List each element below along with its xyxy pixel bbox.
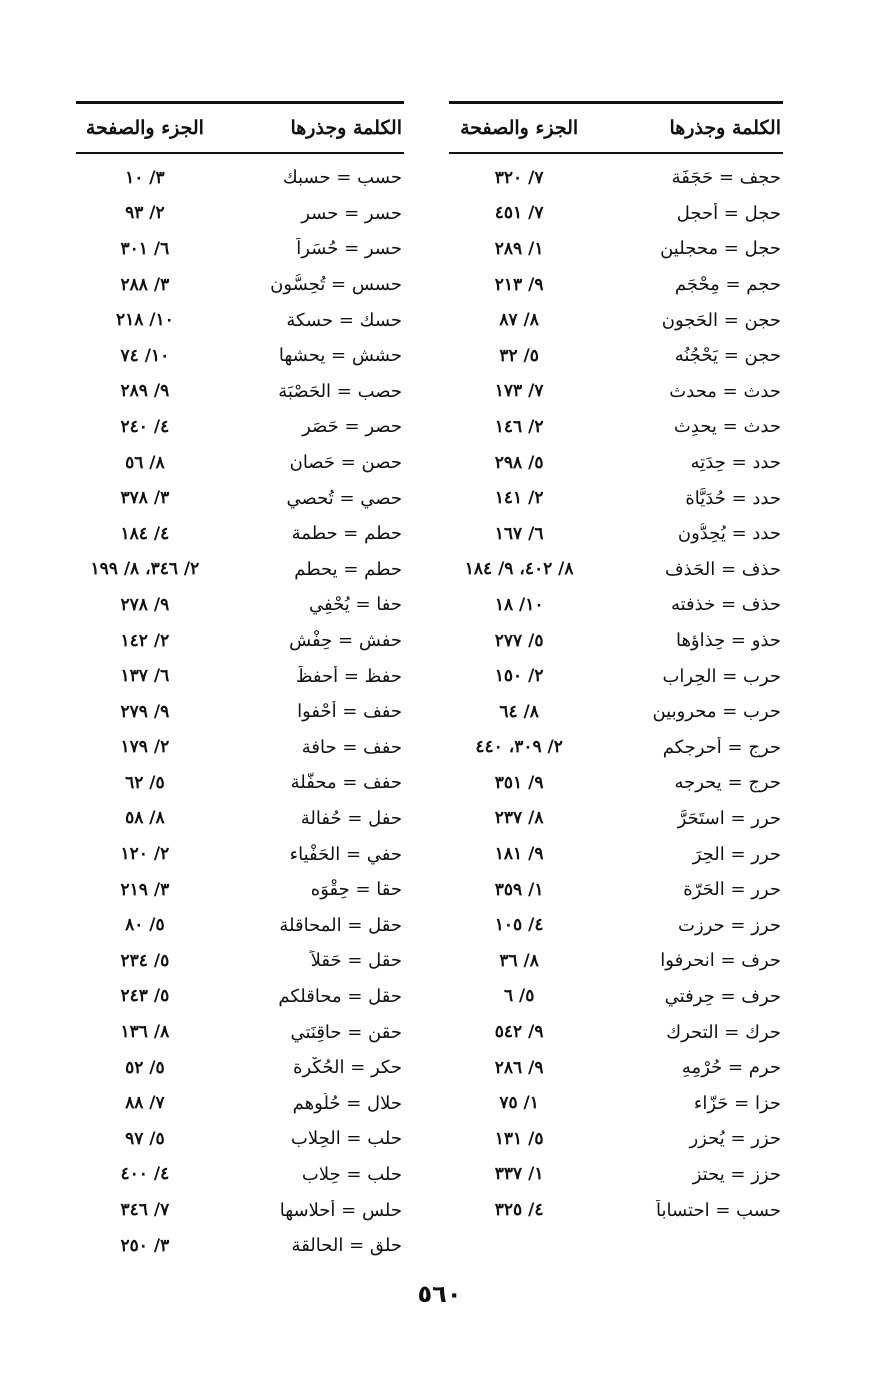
entry-ref: ٣/ ٢٨٨ [120, 274, 170, 295]
entry-word: حفا = يُحْفِي [309, 594, 402, 616]
entry-ref: ٣/ ٣٧٨ [120, 488, 170, 509]
entry-word: حسس = تُحِسُّون [270, 274, 402, 296]
entry-word: حرم = حُرْمِهِ [681, 1057, 781, 1079]
index-column-left [76, 101, 404, 1263]
table-row [449, 694, 783, 730]
entry-ref: ٩/ ٢٧٩ [120, 701, 170, 722]
table-row [449, 302, 783, 338]
table-row [76, 302, 404, 338]
table-row [76, 267, 404, 303]
entry-word: حرر = الحَرّة [683, 879, 781, 901]
entry-ref: ٢/ ١٤١ [494, 488, 544, 509]
entry-ref: ٨/ ٥٦ [125, 452, 165, 473]
table-row [449, 552, 783, 588]
entry-word: حقا = حِقْوَه [310, 879, 402, 901]
entry-ref: ١٠/ ١٨ [494, 594, 544, 615]
entry-word: حفظ = أحفظَ [295, 665, 402, 687]
table-row [76, 196, 404, 232]
entry-ref: ٩/ ٢٨٦ [494, 1057, 544, 1078]
table-row [76, 1228, 404, 1264]
entry-word: حسب = حسبك [282, 167, 402, 189]
entry-word: حفل = حُفالة [300, 807, 402, 829]
table-row [76, 1192, 404, 1228]
table-row [76, 587, 404, 623]
index-rows [449, 154, 783, 1228]
table-row [449, 587, 783, 623]
table-row [76, 658, 404, 694]
entry-ref: ٩/ ٥٤٢ [494, 1022, 544, 1043]
entry-ref: ٢/ ٣٠٩، ٤٤٠ [475, 737, 563, 758]
entry-word: حكر = الحُكْرة [293, 1057, 402, 1079]
entry-word: حجم = مِحْجَم [674, 274, 781, 296]
entry-word: حرج = يحرجه [674, 772, 781, 794]
table-row [449, 1157, 783, 1193]
entry-ref: ٥/ ٨٠ [125, 915, 165, 936]
entry-ref: ٣/ ٢٥٠ [120, 1235, 170, 1256]
table-row [449, 409, 783, 445]
table-row [449, 338, 783, 374]
table-row [449, 943, 783, 979]
entry-word: حفف = محفَّلة [290, 772, 402, 794]
entry-ref: ٨/ ٢٣٧ [494, 808, 544, 829]
entry-ref: ٢/ ٩٣ [125, 203, 165, 224]
column-header [449, 104, 783, 154]
table-row [76, 516, 404, 552]
entry-word: حفي = الحَفْياء [289, 843, 402, 865]
entry-ref: ٨/ ٦٤ [499, 701, 539, 722]
entry-ref: ٩/ ٢١٣ [494, 274, 544, 295]
entry-ref: ٤/ ٣٢٥ [494, 1200, 544, 1221]
entry-word: حفش = حِفْش [289, 630, 402, 652]
entry-ref: ١/ ٣٣٧ [494, 1164, 544, 1185]
entry-word: حفف = حافة [301, 736, 402, 758]
entry-ref: ٩/ ٢٧٨ [120, 594, 170, 615]
entry-word: حلال = حُلُوهم [292, 1092, 402, 1114]
entry-ref: ٦/ ١٣٧ [120, 666, 170, 687]
entry-word: حذف = الحَذف [665, 558, 781, 580]
table-row [449, 836, 783, 872]
table-row [449, 267, 783, 303]
column-header [76, 104, 404, 154]
header-ref: الجزء والصفحة [85, 117, 204, 139]
entry-ref: ٢/ ١٤٢ [120, 630, 170, 651]
entry-word: حذو = حِذاؤها [675, 630, 781, 652]
entry-word: حجل = أحجل [676, 202, 781, 224]
entry-ref: ٥/ ٥٢ [125, 1057, 165, 1078]
table-row [76, 694, 404, 730]
table-row [449, 374, 783, 410]
entry-ref: ٥/ ٢٣٤ [120, 950, 170, 971]
table-row [449, 979, 783, 1015]
entry-ref: ٨/ ٥٨ [125, 808, 165, 829]
table-row [76, 231, 404, 267]
entry-word: حدد = حِدَتِه [690, 452, 781, 474]
entry-ref: ٦/ ٣٠١ [120, 238, 170, 259]
table-row [449, 907, 783, 943]
table-row [76, 872, 404, 908]
entry-word: حرر = استَحَرَّ [677, 807, 781, 829]
entry-word: حسر = حُسَراً [296, 238, 402, 260]
table-row [449, 1085, 783, 1121]
table-row [449, 1192, 783, 1228]
table-row [76, 907, 404, 943]
table-row [76, 1085, 404, 1121]
entry-ref: ٨/ ٣٦ [499, 950, 539, 971]
index-rows [76, 154, 404, 1263]
table-row [449, 480, 783, 516]
table-row [449, 231, 783, 267]
table-row [449, 765, 783, 801]
table-row [76, 765, 404, 801]
table-row [76, 730, 404, 766]
entry-word: حطم = حطمة [291, 523, 402, 545]
entry-word: حقن = حاقِنَتي [290, 1021, 402, 1043]
table-row [449, 1014, 783, 1050]
entry-ref: ٥/ ٣٢ [499, 345, 539, 366]
entry-ref: ٤/ ٤٠٠ [120, 1164, 170, 1185]
header-word: الكلمة وجذرها [669, 117, 781, 139]
entry-ref: ٩/ ٢٨٩ [120, 381, 170, 402]
entry-word: حلس = أحلاسها [279, 1199, 402, 1221]
entry-word: حجف = حَجَفَة [671, 167, 781, 189]
entry-ref: ٤/ ٢٤٠ [120, 416, 170, 437]
entry-word: حزر = يُحزر [689, 1128, 781, 1150]
table-row [76, 943, 404, 979]
entry-ref: ٥/ ٢٤٣ [120, 986, 170, 1007]
table-row [76, 1121, 404, 1157]
index-column-right [449, 101, 783, 1228]
header-ref: الجزء والصفحة [460, 117, 579, 139]
entry-word: حدد = حُدَيَّاة [685, 487, 781, 509]
table-row [76, 480, 404, 516]
entry-word: حزا = حَزّاء [693, 1092, 781, 1114]
entry-ref: ٥/ ١٣١ [494, 1128, 544, 1149]
entry-ref: ٧/ ٣٢٠ [494, 167, 544, 188]
entry-ref: ٢/ ٣٤٦، ٨/ ١٩٩ [90, 559, 200, 580]
entry-ref: ٩/ ٣٥١ [494, 772, 544, 793]
entry-word: حرر = الحِرَ [692, 843, 781, 865]
entry-word: حشش = يحشها [278, 345, 402, 367]
entry-ref: ٨/ ١٣٦ [120, 1022, 170, 1043]
table-row [76, 445, 404, 481]
header-word: الكلمة وجذرها [290, 117, 402, 139]
entry-word: حقل = محاقلكم [278, 985, 402, 1007]
entry-ref: ٧/ ٣٤٦ [120, 1200, 170, 1221]
entry-ref: ٢/ ١٤٦ [494, 416, 544, 437]
entry-ref: ٢/ ١٧٩ [120, 737, 170, 758]
table-row [449, 872, 783, 908]
entry-word: حرف = حِرفتي [664, 985, 781, 1007]
table-row [76, 801, 404, 837]
entry-word: حدث = محدث [669, 380, 781, 402]
table-row [76, 160, 404, 196]
table-row [76, 623, 404, 659]
table-row [76, 1157, 404, 1193]
entry-word: حجن = يَحْجُنُه [674, 345, 781, 367]
page-number: ٥٦٠ [417, 1280, 462, 1308]
table-row [76, 374, 404, 410]
entry-ref: ٥/ ٩٧ [125, 1128, 165, 1149]
entry-ref: ٥/ ٦٢ [125, 772, 165, 793]
entry-word: حلق = الحالقة [291, 1235, 402, 1257]
entry-ref: ٨/ ٤٠٢، ٩/ ١٨٤ [464, 559, 574, 580]
table-row [76, 552, 404, 588]
entry-word: حصب = الحَصْبَة [278, 380, 402, 402]
entry-word: حفف = أَحْفوا [297, 701, 402, 723]
table-row [449, 623, 783, 659]
entry-ref: ٧/ ١٧٣ [494, 381, 544, 402]
entry-word: حصي = تُحصي [286, 487, 402, 509]
entry-ref: ٢/ ١٢٠ [120, 844, 170, 865]
entry-word: حدد = يُحِدُّون [677, 523, 781, 545]
table-row [449, 160, 783, 196]
entry-ref: ١٠/ ٢١٨ [115, 310, 174, 331]
entry-word: حذف = خذفته [670, 594, 781, 616]
entry-ref: ١/ ٧٥ [499, 1093, 539, 1114]
entry-word: حسك = حسكة [286, 309, 402, 331]
table-row [76, 836, 404, 872]
table-row [76, 338, 404, 374]
entry-word: حرب = محروبين [652, 701, 781, 723]
entry-ref: ١/ ٣٥٩ [494, 879, 544, 900]
entry-ref: ٣/ ١٠ [125, 167, 165, 188]
entry-ref: ٥/ ٦ [503, 986, 535, 1007]
table-row [76, 1014, 404, 1050]
entry-word: حصن = حَصان [289, 452, 402, 474]
entry-word: حرف = انحرفوا [660, 950, 781, 972]
entry-word: حجن = الحَجون [661, 309, 781, 331]
table-row [449, 1121, 783, 1157]
entry-word: حجل = محجلين [660, 238, 781, 260]
entry-ref: ٥/ ٢٧٧ [494, 630, 544, 651]
entry-word: حزز = يحتز [692, 1163, 781, 1185]
entry-ref: ٢/ ١٥٠ [494, 666, 544, 687]
entry-word: حرج = أُحرجكم [662, 736, 781, 758]
entry-word: حسر = حسر [301, 202, 402, 224]
table-row [449, 730, 783, 766]
table-row [449, 801, 783, 837]
entry-ref: ٧/ ٨٨ [125, 1093, 165, 1114]
entry-word: حصر = حَصَر [302, 416, 402, 438]
entry-word: حقل = حَقلاً [310, 950, 402, 972]
entry-ref: ٦/ ١٦٧ [494, 523, 544, 544]
table-row [76, 979, 404, 1015]
table-row [76, 409, 404, 445]
entry-word: حسب = احتساباً [656, 1199, 781, 1221]
table-row [449, 658, 783, 694]
entry-word: حرك = التحرك [666, 1021, 781, 1043]
entry-word: حدث = يحدِث [673, 416, 781, 438]
entry-word: حلب = حِلاب [301, 1163, 402, 1185]
entry-word: حطم = يحطم [294, 558, 402, 580]
entry-ref: ١/ ٢٨٩ [494, 238, 544, 259]
entry-ref: ٤/ ١٠٥ [494, 915, 544, 936]
entry-ref: ١٠/ ٧٤ [120, 345, 170, 366]
entry-word: حلب = الحِلاب [290, 1128, 402, 1150]
entry-ref: ٩/ ١٨١ [494, 844, 544, 865]
table-row [449, 445, 783, 481]
entry-word: حرب = الحِراب [662, 665, 781, 687]
entry-ref: ٨/ ٨٧ [499, 310, 539, 331]
table-row [76, 1050, 404, 1086]
table-row [449, 1050, 783, 1086]
entry-ref: ٥/ ٢٩٨ [494, 452, 544, 473]
entry-ref: ٧/ ٤٥١ [494, 203, 544, 224]
entry-word: حقل = المحاقلة [279, 914, 402, 936]
entry-word: حرز = حرزت [678, 914, 781, 936]
entry-ref: ٣/ ٢١٩ [120, 879, 170, 900]
entry-ref: ٤/ ١٨٤ [120, 523, 170, 544]
table-row [449, 196, 783, 232]
table-row [449, 516, 783, 552]
